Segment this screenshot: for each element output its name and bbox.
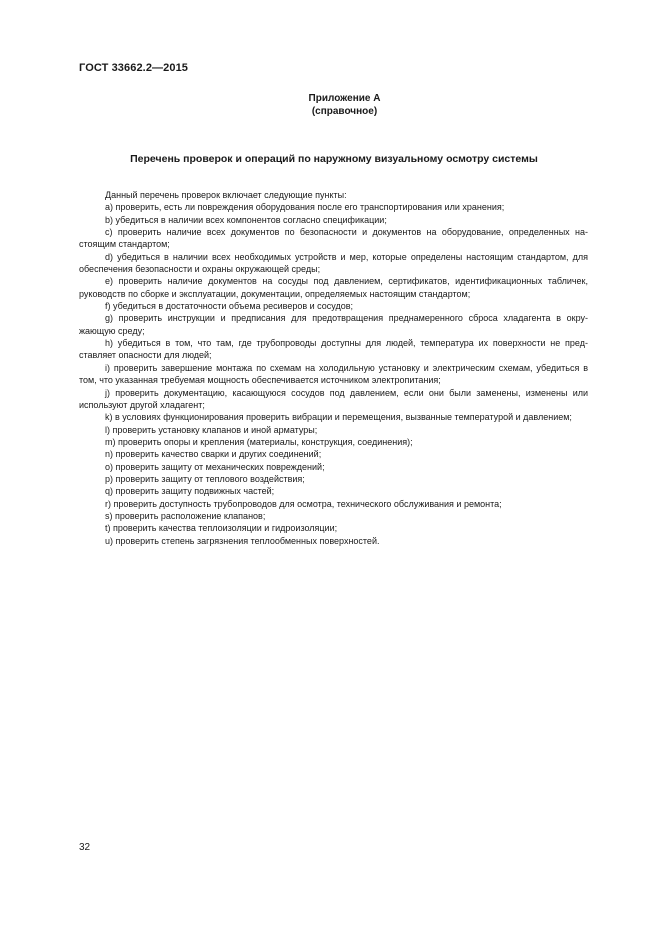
page-title: Перечень проверок и операций по наружному визуальному осмотру системы bbox=[130, 153, 538, 165]
checklist-item: l) проверить установку клапанов и иной арматуры; bbox=[105, 424, 318, 435]
checklist-item: q) проверить защиту подвижных частей; bbox=[105, 486, 275, 497]
checklist-item: о) проверить защиту от механических повреждений; bbox=[105, 461, 325, 472]
checklist-item: t) проверить качества теплоизоляции и гидроизоляции; bbox=[105, 523, 338, 534]
standard-code: ГОСТ 33662.2—2015 bbox=[79, 62, 189, 74]
checklist-item: k) в условиях функционирования проверить вибрации и перемещения, вызванные температурой и давлением; bbox=[105, 412, 572, 423]
checklist-item: а) проверить, есть ли повреждения оборудования после его транспортирования или хранения; bbox=[105, 202, 505, 213]
page-number: 32 bbox=[79, 842, 91, 853]
checklist-item: b) убедиться в наличии всех компонентов согласно спецификации; bbox=[105, 214, 387, 225]
checklist-item: g) проверить инструкции и предписания для предотвращения преднамеренного сброса хладагента в окру-жающую среду; bbox=[79, 313, 588, 336]
appendix-type: (справочное) bbox=[311, 106, 378, 117]
checklist-item: c) проверить наличие всех документов по безопасности и документов на оборудование, определенных на-стоящим стандартом; bbox=[79, 227, 588, 250]
checklist-item: h) убедиться в том, что там, где трубопроводы доступны для людей, температура их поверхности не пред-ставляет опасности для людей; bbox=[79, 338, 588, 361]
checklist-item: j) проверить документацию, касающуюся сосудов под давлением, если они были заменены, изменены или используют другой хладагент; bbox=[79, 387, 588, 410]
checklist-item: u) проверить степень загрязнения теплообменных поверхностей. bbox=[105, 535, 380, 546]
checklist-item: s) проверить расположение клапанов; bbox=[105, 510, 266, 521]
checklist-intro: Данный перечень проверок включает следующие пункты: bbox=[105, 190, 347, 200]
checklist-item: r) проверить доступность трубопроводов для осмотра, технического обслуживания и ремонта; bbox=[105, 498, 502, 509]
checklist-item: р) проверить защиту от теплового воздействия; bbox=[105, 473, 305, 484]
checklist-item: f) убедиться в достаточности объема ресиверов и сосудов; bbox=[105, 301, 354, 312]
checklist-item: m) проверить опоры и крепления (материалы, конструкция, соединения); bbox=[105, 436, 413, 447]
checklist-item: d) убедиться в наличии всех необходимых устройств и мер, которые определены настоящим стандартом, для обеспечения безопасности и охраны окружающей среды; bbox=[79, 251, 588, 275]
appendix-heading bbox=[0, 92, 661, 118]
checklist-body bbox=[79, 189, 588, 547]
checklist-item: е) проверить наличие документов на сосуды под давлением, сертификатов, идентификационных табличек, руководств по сборке и эксплуатации, документации, определяемых настоящим стандартом; bbox=[79, 276, 588, 299]
appendix-label: Приложение А bbox=[308, 93, 381, 104]
checklist-item: n) проверить качество сварки и других соединений; bbox=[105, 449, 322, 460]
checklist-item: i) проверить завершение монтажа по схемам на холодильную установку и электрическим схемам, убедиться в том, что указанная требуемая мощность обеспечивается источником электропитания; bbox=[79, 362, 588, 386]
